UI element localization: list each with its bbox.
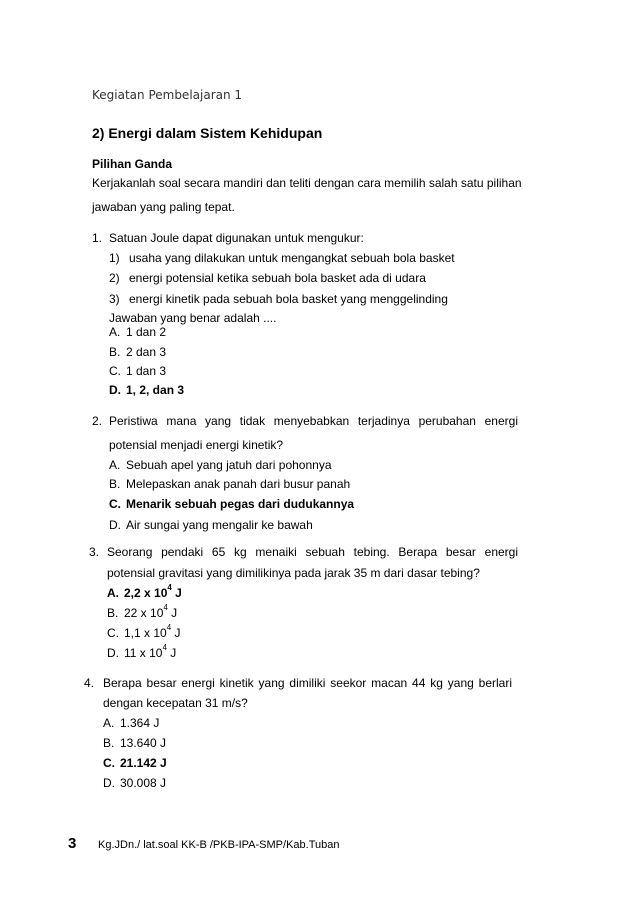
option-label: C. xyxy=(109,497,121,511)
question-number: 3. xyxy=(89,545,100,559)
footer-text: Kg.JDn./ lat.soal KK-B /PKB-IPA-SMP/Kab.Tuban xyxy=(98,839,340,851)
option-text: Melepaskan anak panah dari busur panah xyxy=(126,477,351,491)
option-label: D. xyxy=(103,776,115,790)
option-text: 2 dan 3 xyxy=(126,345,167,359)
option-text: 1, 2, dan 3 xyxy=(126,383,185,397)
option-text: 1.364 J xyxy=(120,716,160,730)
option-label: B. xyxy=(107,606,119,620)
option-value: 1,1 x $10^4$ J xyxy=(124,623,181,640)
answer-prompt: Jawaban yang benar adalah .... xyxy=(109,311,277,325)
option-label: C. xyxy=(107,626,119,640)
section-title: 2) Energi dalam Sistem Kehidupan xyxy=(92,125,323,141)
option-text: 1 dan 2 xyxy=(126,325,167,339)
option-text: Sebuah apel yang jatuh dari pohonnya xyxy=(126,458,332,472)
question-text-line-1: Seorang pendaki 65 kg menaiki sebuah tebing. Berapa besar energi xyxy=(107,545,518,559)
option-label: D. xyxy=(109,383,121,397)
statement-text: usaha yang dilakukan untuk mengangkat sebuah bola basket xyxy=(129,251,455,265)
statement-text: energi kinetik pada sebuah bola basket yang menggelinding xyxy=(129,292,448,306)
option-label: B. xyxy=(109,477,121,491)
option-label: B. xyxy=(109,345,121,359)
option-text: Air sungai yang mengalir ke bawah xyxy=(126,518,313,532)
option-label: A. xyxy=(109,325,121,339)
option-label: B. xyxy=(103,736,115,750)
option-text: 1 dan 3 xyxy=(126,364,167,378)
option-label: A. xyxy=(107,586,119,600)
question-text-line-1: Berapa besar energi kinetik yang dimiliki seekor macan 44 kg yang berlari xyxy=(103,676,512,690)
option-value: 11 x $10^4$ J xyxy=(124,643,177,660)
option-text: Menarik sebuah pegas dari dudukannya xyxy=(126,497,355,511)
statement-number: 1) xyxy=(109,251,120,265)
question-text-line-1: Peristiwa mana yang tidak menyebabkan terjadinya perubahan energi xyxy=(109,414,518,428)
option-label: A. xyxy=(103,716,115,730)
option-text: 30.008 J xyxy=(120,776,167,790)
question-text: Satuan Joule dapat digunakan untuk mengukur: xyxy=(109,231,364,245)
question-number: 2. xyxy=(92,414,103,428)
statement-text: energi potensial ketika sebuah bola basket ada di udara xyxy=(129,271,426,285)
question-number: 1. xyxy=(92,231,103,245)
option-label: A. xyxy=(109,458,121,472)
statement-number: 3) xyxy=(109,292,120,306)
option-value: 2,2 x $10^4$ J xyxy=(124,583,182,600)
question-text-line-2: potensial gravitasi yang dimilikinya pada jarak 35 m dari dasar tebing? xyxy=(107,566,480,580)
instructions-line-1: Kerjakanlah soal secara mandiri dan teliti dengan cara memilih salah satu pilihan xyxy=(92,176,522,190)
statement-number: 2) xyxy=(109,271,120,285)
option-label: C. xyxy=(103,756,115,770)
question-number: 4. xyxy=(84,676,95,690)
option-label: D. xyxy=(109,518,121,532)
question-text-line-2: dengan kecepatan 31 m/s? xyxy=(103,696,248,710)
option-text: 13.640 J xyxy=(120,736,167,750)
option-label: D. xyxy=(107,646,119,660)
question-text-line-2: potensial menjadi energi kinetik? xyxy=(109,438,284,452)
running-header: Kegiatan Pembelajaran 1 xyxy=(92,88,243,102)
page-number: 3 xyxy=(68,835,77,852)
option-value: 22 x $10^4$ J xyxy=(124,603,178,620)
option-text: 21.142 J xyxy=(120,756,167,770)
instructions-line-2: jawaban yang paling tepat. xyxy=(92,200,235,214)
option-label: C. xyxy=(109,364,121,378)
subheading: Pilihan Ganda xyxy=(92,157,173,171)
